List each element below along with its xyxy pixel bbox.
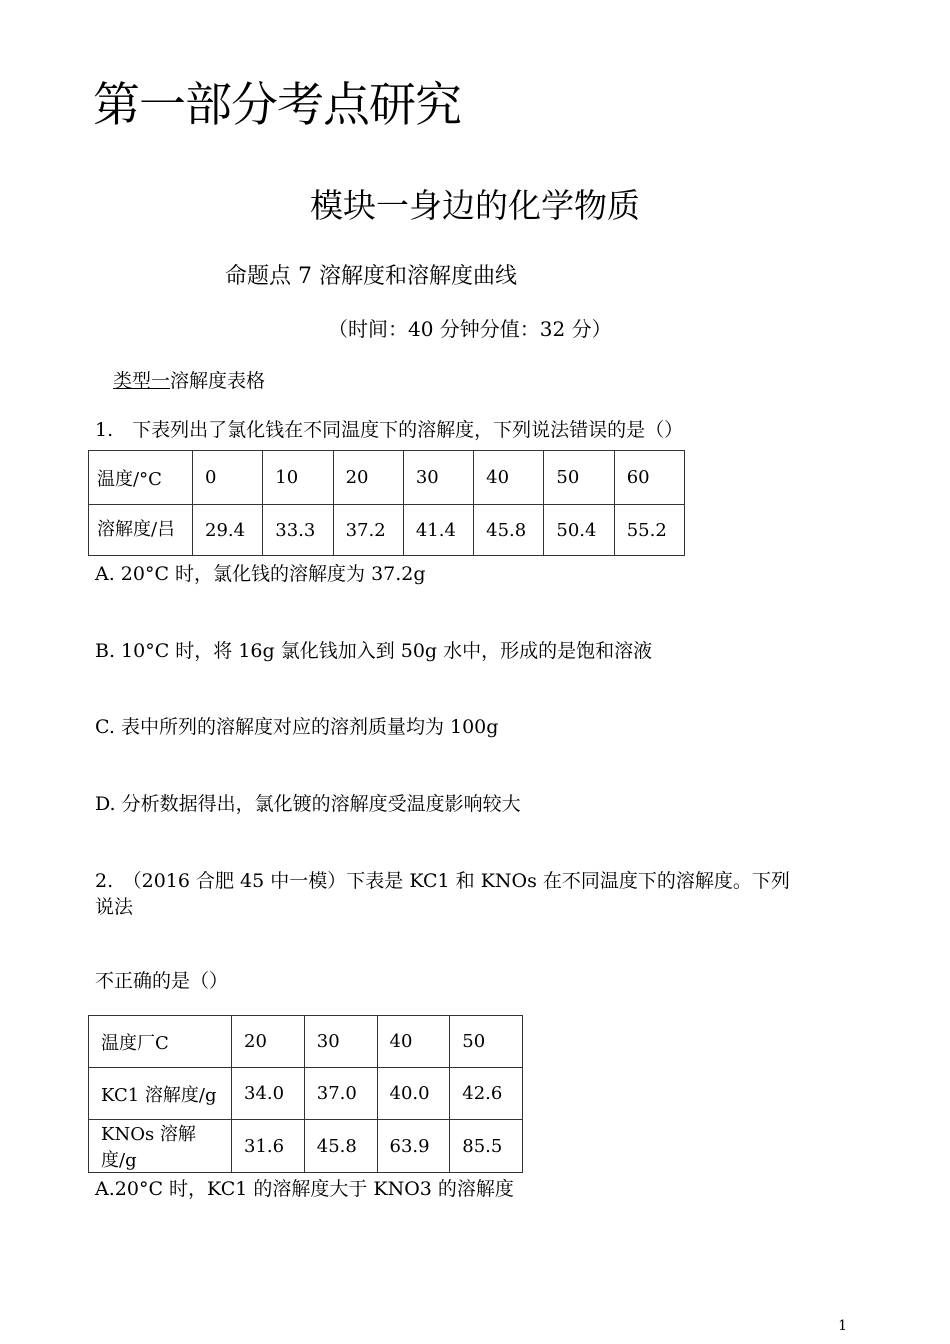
part-title: 第一部分考点研究 (93, 78, 461, 133)
page-number: 1 (838, 1318, 847, 1334)
table-header-cell: KC1 溶解度/g (89, 1068, 232, 1120)
table-cell: 30 (403, 451, 473, 505)
q1-stem: 1. 下表列出了氯化钱在不同温度下的溶解度，下列说法错误的是（） (95, 419, 684, 441)
table-cell: 29.4 (193, 505, 263, 556)
q1-option-a: A. 20°C 时，氯化钱的溶解度为 37.2g (95, 563, 426, 585)
q1-option-d: D. 分析数据得出，氯化镀的溶解度受温度影响较大 (95, 793, 521, 815)
table-cell: 60 (614, 451, 684, 505)
table-cell: 85.5 (450, 1120, 523, 1173)
q2-stem-line1: 2. （2016 合肥 45 中一模）下表是 KC1 和 KNOs 在不同温度下的溶解度。下列 (95, 870, 790, 892)
table-cell: 20 (232, 1016, 305, 1068)
table-header-cell: 溶解度/吕 (89, 505, 193, 556)
table-cell: 34.0 (232, 1068, 305, 1120)
table-cell: 50.4 (544, 505, 614, 556)
time-line: （时间：40 分钟分值：32 分） (328, 317, 612, 341)
table-cell: 30 (304, 1016, 377, 1068)
q1-option-c: C. 表中所列的溶解度对应的溶剂质量均为 100g (95, 716, 499, 738)
table-cell: 45.8 (474, 505, 544, 556)
table-cell: 55.2 (614, 505, 684, 556)
q2-option-a: A.20°C 时，KC1 的溶解度大于 KNO3 的溶解度 (95, 1178, 514, 1200)
table-row (89, 1068, 523, 1120)
table-cell: 31.6 (232, 1120, 305, 1173)
topic-title: 命题点 7 溶解度和溶解度曲线 (225, 264, 517, 289)
module-title: 模块一身边的化学物质 (310, 186, 640, 225)
table-cell: 50 (544, 451, 614, 505)
table-row (89, 505, 685, 556)
table-header-cell: 温度厂C (89, 1016, 232, 1068)
q1-solubility-table (88, 450, 685, 556)
table-cell: 37.2 (333, 505, 403, 556)
table-row (89, 1016, 523, 1068)
table-cell: 33.3 (263, 505, 333, 556)
table-cell: 42.6 (450, 1068, 523, 1120)
table-row (89, 451, 685, 505)
q2-stem-line3: 不正确的是（） (95, 970, 229, 992)
q2-stem-line2: 说法 (95, 896, 134, 918)
table-cell: 41.4 (403, 505, 473, 556)
table-header-cell: KNOs 溶解度/g (89, 1120, 232, 1173)
table-row (89, 1120, 523, 1173)
table-cell: 20 (333, 451, 403, 505)
table-cell: 50 (450, 1016, 523, 1068)
q1-option-b: B. 10°C 时，将 16g 氯化钱加入到 50g 水中，形成的是饱和溶液 (95, 640, 653, 662)
table-header-cell: 温度/°C (89, 451, 193, 505)
q2-solubility-table (88, 1015, 523, 1173)
table-cell: 10 (263, 451, 333, 505)
table-cell: 37.0 (304, 1068, 377, 1120)
table-cell: 63.9 (377, 1120, 450, 1173)
type-label (113, 366, 265, 393)
table-cell: 40 (474, 451, 544, 505)
table-cell: 0 (193, 451, 263, 505)
table-cell: 45.8 (304, 1120, 377, 1173)
table-cell: 40.0 (377, 1068, 450, 1120)
type-label-rest: 溶解度表格 (170, 370, 266, 392)
table-cell: 40 (377, 1016, 450, 1068)
type-label-underlined: 类型一 (113, 370, 171, 392)
